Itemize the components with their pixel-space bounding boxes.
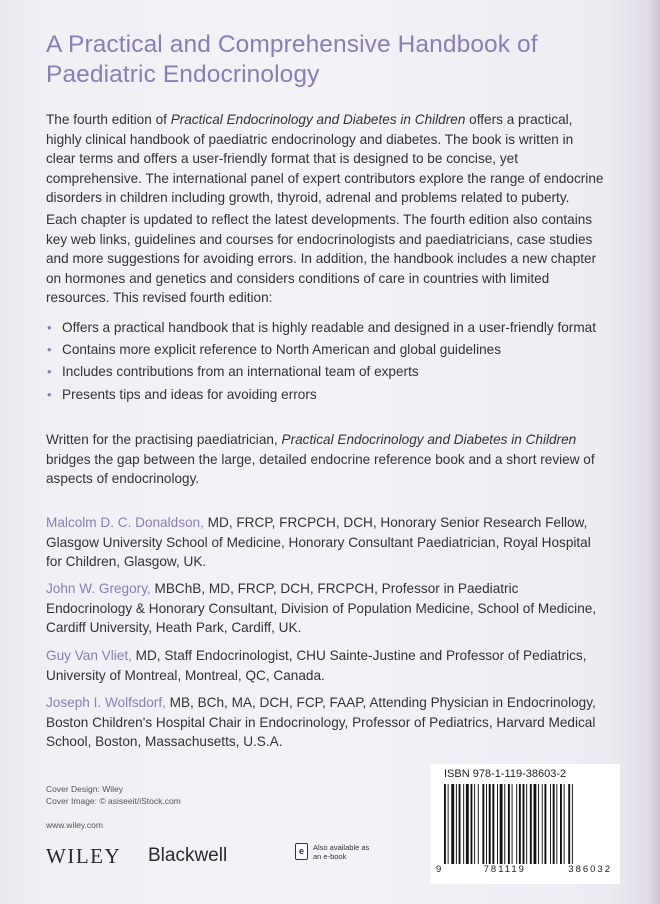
barcode-bar xyxy=(482,784,484,864)
barcode-bar xyxy=(474,784,475,864)
barcode-bar xyxy=(504,784,505,864)
book-spine-edge xyxy=(646,0,660,904)
barcode-bar xyxy=(489,784,491,864)
book-title-italic: Practical Endocrinology and Diabetes in Children xyxy=(281,432,577,447)
barcode-bar xyxy=(538,784,539,864)
barcode-bar xyxy=(519,784,521,864)
barcode-bar xyxy=(572,784,573,864)
barcode-bar xyxy=(500,784,503,864)
intro-paragraph-1: The fourth edition of Practical Endocrinology and Diabetes in Children offers a practical, highly clinical handbook of paediatric endocrinology and diabetes. The book is written in clear terms and offers a user-friendly format that is designed to be concise, yet comprehensive. The international panel of expert contributors explore the range of endocrine disorders in children including growth, thyroid, adrenal and problems related to puberty. xyxy=(46,112,604,206)
barcode-bar xyxy=(512,784,513,864)
author-bio-van-vliet: Guy Van Vliet, MD, Staff Endocrinologist, CHU Sainte-Justine and Professor of Pediatrics, University of Montreal, Montreal, QC, Canada. xyxy=(46,648,587,683)
book-title-italic: Practical Endocrinology and Diabetes in Children xyxy=(170,112,466,127)
barcode-bar xyxy=(550,784,551,864)
barcode-bar xyxy=(456,784,457,864)
barcode-bar xyxy=(492,784,494,864)
bullet-dot-icon: • xyxy=(47,342,52,358)
author-bio-donaldson: Malcolm D. C. Donaldson, MD, FRCP, FRCPCH, DCH, Honorary Senior Research Fellow, Glasgow University School of Medicine, Honorary Consultant Paediatrician, Royal Hospital for Children, Glasgow, UK. xyxy=(46,515,591,570)
barcode-bar xyxy=(542,784,543,864)
barcode-bar xyxy=(451,784,454,864)
barcode-bar xyxy=(486,784,487,864)
author-name: Malcolm D. C. Donaldson, xyxy=(46,515,204,530)
cover-image-credit: Cover Image: © asiseeit/iStock.com xyxy=(46,795,181,806)
isbn-barcode xyxy=(442,784,608,864)
author-bio-gregory: John W. Gregory, MBChB, MD, FRCP, DCH, FRCPCH, Professor in Paediatric Endocrinology & Honorary Consultant, Division of Population Medicine, School of Medicine, Cardiff University, Heath Park, Cardiff, UK. xyxy=(46,581,597,636)
cover-design-credit: Cover Design: Wiley xyxy=(46,784,123,794)
barcode-bar xyxy=(530,784,532,864)
barcode-bar xyxy=(516,784,517,864)
title-line-1: A Practical and Comprehensive Handbook of xyxy=(46,31,538,58)
barcode-bar xyxy=(478,784,479,864)
blackwell-logo: Blackwell xyxy=(148,845,228,866)
barcode-bar xyxy=(459,784,461,864)
title-line-2: Paediatric Endocrinology xyxy=(46,61,320,88)
list-item: • Offers a practical handbook that is highly readable and designed in a user-friendly format xyxy=(46,318,606,338)
barcode-digits-right: 386032 xyxy=(568,864,612,875)
list-item: • Includes contributions from an international team of experts xyxy=(46,362,606,382)
barcode-bar xyxy=(444,784,446,864)
list-item: • Contains more explicit reference to North American and global guidelines xyxy=(46,340,606,360)
publisher-website: www.wiley.com xyxy=(46,820,103,830)
isbn-label: ISBN 978-1-119-38603-2 xyxy=(444,768,567,780)
barcode-bar xyxy=(523,784,525,864)
barcode-bar xyxy=(448,784,449,864)
cover-title xyxy=(46,30,606,90)
barcode-digits-left: 781119 xyxy=(483,864,526,875)
barcode-digits xyxy=(436,864,612,875)
author-name: Guy Van Vliet, xyxy=(46,648,132,663)
closing-paragraph: Written for the practising paediatrician, Practical Endocrinology and Diabetes in Children bridges the gap between the large, detailed endocrine reference book and a short review of aspects of endocrinology. xyxy=(46,432,595,487)
feature-list xyxy=(46,318,606,407)
author-bio-wolfsdorf: Joseph I. Wolfsdorf, MB, BCh, MA, DCH, FCP, FAAP, Attending Physician in Endocrinology, Boston Children's Hospital Chair in Endocrinology, Professor of Pediatrics, Harvard Medical School, Boston, Massachusetts, U.S.A. xyxy=(46,695,596,750)
ebook-icon: e xyxy=(295,843,308,860)
barcode-bar xyxy=(471,784,473,864)
barcode-bar xyxy=(463,784,464,864)
barcode-bar xyxy=(497,784,498,864)
barcode-bar xyxy=(466,784,469,864)
list-item: • Presents tips and ideas for avoiding errors xyxy=(46,385,606,405)
barcode-bar xyxy=(526,784,527,864)
barcode-bar xyxy=(564,784,565,864)
barcode-bar xyxy=(568,784,570,864)
barcode-bar xyxy=(544,784,546,864)
cover-credits xyxy=(46,784,181,807)
bullet-dot-icon: • xyxy=(47,364,52,380)
intro-paragraph-2: Each chapter is updated to reflect the latest developments. The fourth edition also contains key web links, guidelines and courses for endocrinologists and paediatricians, case studies and more suggestions for avoiding errors. In addition, the handbook includes a new chapter on hormones and genetics and considers conditions of care in countries with limited resources. This revised fourth edition: xyxy=(46,212,597,306)
author-name: Joseph I. Wolfsdorf, xyxy=(46,695,166,710)
barcode-bar xyxy=(556,784,557,864)
ebook-availability-note: Also available as an e-book xyxy=(313,843,370,861)
barcode-digit-prefix: 9 xyxy=(436,864,442,875)
bullet-dot-icon: • xyxy=(47,386,52,402)
bullet-dot-icon: • xyxy=(47,320,52,335)
wiley-logo: WILEY xyxy=(46,844,122,868)
barcode-bar xyxy=(560,784,562,864)
barcode-bar xyxy=(553,784,555,864)
barcode-bar xyxy=(534,784,537,864)
barcode-bar xyxy=(508,784,510,864)
author-name: John W. Gregory, xyxy=(46,581,151,596)
